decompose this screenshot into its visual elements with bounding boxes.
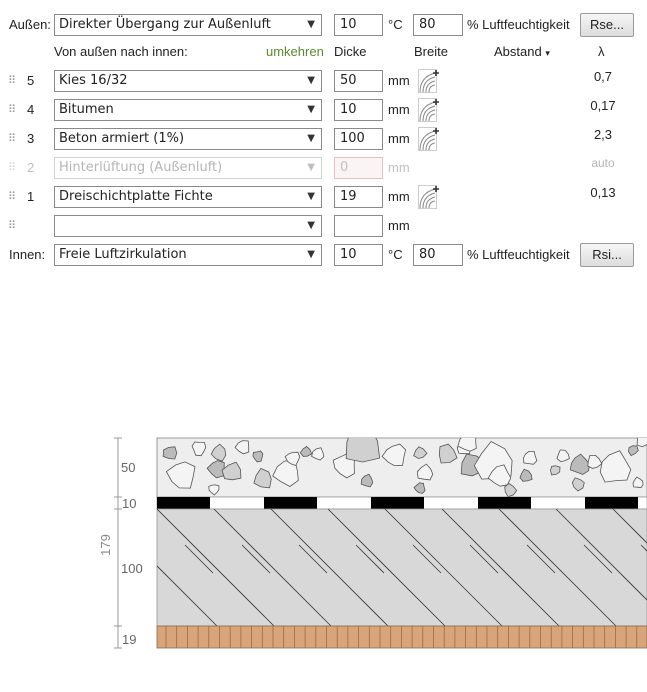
layer-row-new xyxy=(0,214,647,238)
drag-handle-icon[interactable]: ⠿ xyxy=(8,220,16,232)
outside-condition-value: Direkter Übergang zur Außenluft xyxy=(59,17,271,32)
inside-humidity-label: % Luftfeuchtigkeit xyxy=(467,247,570,262)
layer-row-2 xyxy=(0,156,647,180)
outside-humidity-label: % Luftfeuchtigkeit xyxy=(467,17,570,32)
layer-lambda: 2,3 xyxy=(593,127,613,142)
gravel-stone xyxy=(346,427,379,463)
bitumen-dash xyxy=(264,497,317,509)
layer-material-value: Bitumen xyxy=(59,102,114,117)
dim-label-wood: 19 xyxy=(122,632,137,647)
layer-number: 1 xyxy=(27,189,35,204)
thickness-unit: mm xyxy=(388,131,410,146)
dim-label-bitumen: 10 xyxy=(122,496,137,511)
layer-material-value: Dreischichtplatte Fichte xyxy=(59,189,213,204)
bitumen-layer xyxy=(157,497,647,509)
layer-material-select[interactable] xyxy=(54,70,322,92)
layer-thickness-input[interactable]: 10 xyxy=(334,99,383,121)
gravel-layer xyxy=(157,427,647,498)
layer-row-1 xyxy=(0,185,647,209)
bitumen-dash xyxy=(371,497,424,509)
outside-label: Außen: xyxy=(9,17,51,32)
layer-number: 4 xyxy=(27,102,35,117)
wood-layer xyxy=(157,626,647,648)
layer-row-3 xyxy=(0,127,647,151)
bitumen-dash xyxy=(585,497,638,509)
layer-number: 2 xyxy=(27,160,35,175)
thickness-header: Dicke xyxy=(334,44,367,59)
direction-label: Von außen nach innen: xyxy=(54,44,188,59)
layer-material-select[interactable] xyxy=(54,128,322,150)
layer-thickness-input: 0 xyxy=(334,157,383,179)
layer-row-4 xyxy=(0,98,647,122)
new-layer-material-select[interactable] xyxy=(54,215,322,237)
drag-handle-icon[interactable]: ⠿ xyxy=(8,133,16,145)
bitumen-dash xyxy=(478,497,531,509)
reverse-link[interactable]: umkehren xyxy=(266,44,324,59)
dropdown-arrow-icon: ▼ xyxy=(307,220,315,231)
dropdown-arrow-icon: ▼ xyxy=(307,249,315,260)
dim-label-concrete: 100 xyxy=(121,561,143,576)
thickness-unit: mm xyxy=(388,160,410,175)
inhomogeneous-layer-icon[interactable] xyxy=(418,98,440,122)
layer-material-value: Hinterlüftung (Außenluft) xyxy=(59,160,223,175)
width-header: Breite xyxy=(414,44,448,59)
dim-label-total: 179 xyxy=(98,534,113,556)
thickness-unit: mm xyxy=(388,218,410,233)
rsi-button[interactable]: Rsi... xyxy=(580,243,634,267)
inside-humidity-input[interactable]: 80 xyxy=(413,244,463,266)
new-layer-thickness-input[interactable] xyxy=(334,215,383,237)
drag-handle-icon[interactable]: ⠿ xyxy=(8,104,16,116)
spacing-header[interactable] xyxy=(494,44,550,61)
cross-section-diagram xyxy=(0,420,647,660)
layer-lambda: 0,17 xyxy=(590,98,616,113)
layer-material-value: Kies 16/32 xyxy=(59,73,128,88)
concrete-layer xyxy=(100,509,647,626)
inhomogeneous-layer-icon[interactable] xyxy=(418,127,440,151)
dropdown-arrow-icon: ▼ xyxy=(307,162,315,173)
outside-humidity-input[interactable]: 80 xyxy=(413,14,463,36)
thickness-unit: mm xyxy=(388,73,410,88)
gravel-stone xyxy=(637,433,647,447)
inhomogeneous-layer-icon[interactable] xyxy=(418,185,440,209)
inside-condition-value: Freie Luftzirkulation xyxy=(59,247,187,262)
layer-row-5 xyxy=(0,69,647,93)
inside-temperature-input[interactable]: 10 xyxy=(334,244,383,266)
layer-material-value: Beton armiert (1%) xyxy=(59,131,185,146)
thickness-unit: mm xyxy=(388,102,410,117)
dropdown-arrow-icon: ▼ xyxy=(307,19,315,30)
layer-number: 3 xyxy=(27,131,35,146)
dim-label-gravel: 50 xyxy=(121,460,136,475)
dropdown-arrow-icon: ▼ xyxy=(307,133,315,144)
sort-arrow-icon: ▾ xyxy=(545,48,550,58)
outside-condition-select[interactable] xyxy=(54,14,322,36)
layer-thickness-input[interactable]: 50 xyxy=(334,70,383,92)
drag-handle-icon[interactable]: ⠿ xyxy=(8,191,16,203)
lambda-header: λ xyxy=(598,44,605,59)
rse-button[interactable]: Rse... xyxy=(580,13,634,37)
bitumen-dash xyxy=(157,497,210,509)
layer-thickness-input[interactable]: 19 xyxy=(334,186,383,208)
layer-lambda: 0,13 xyxy=(590,185,616,200)
dropdown-arrow-icon: ▼ xyxy=(307,75,315,86)
outside-row xyxy=(0,13,647,37)
outside-temp-unit: °C xyxy=(388,17,403,32)
dropdown-arrow-icon: ▼ xyxy=(307,104,315,115)
dropdown-arrow-icon: ▼ xyxy=(307,191,315,202)
outside-temperature-input[interactable]: 10 xyxy=(334,14,383,36)
inside-label: Innen: xyxy=(9,247,46,262)
inhomogeneous-layer-icon[interactable] xyxy=(418,69,440,93)
layer-lambda: 0,7 xyxy=(593,69,613,84)
drag-handle-icon[interactable]: ⠿ xyxy=(8,75,16,87)
spacing-header-label: Abstand xyxy=(494,44,542,59)
layer-number: 5 xyxy=(27,73,35,88)
inside-row xyxy=(0,243,647,267)
inside-condition-select[interactable] xyxy=(54,244,322,266)
inside-temp-unit: °C xyxy=(388,247,403,262)
layer-thickness-input[interactable]: 100 xyxy=(334,128,383,150)
layer-lambda: auto xyxy=(591,156,615,170)
drag-handle-icon: ⠿ xyxy=(8,162,16,174)
thickness-unit: mm xyxy=(388,189,410,204)
layer-material-select[interactable] xyxy=(54,186,322,208)
layer-material-select[interactable] xyxy=(54,99,322,121)
layer-material-select xyxy=(54,157,322,179)
